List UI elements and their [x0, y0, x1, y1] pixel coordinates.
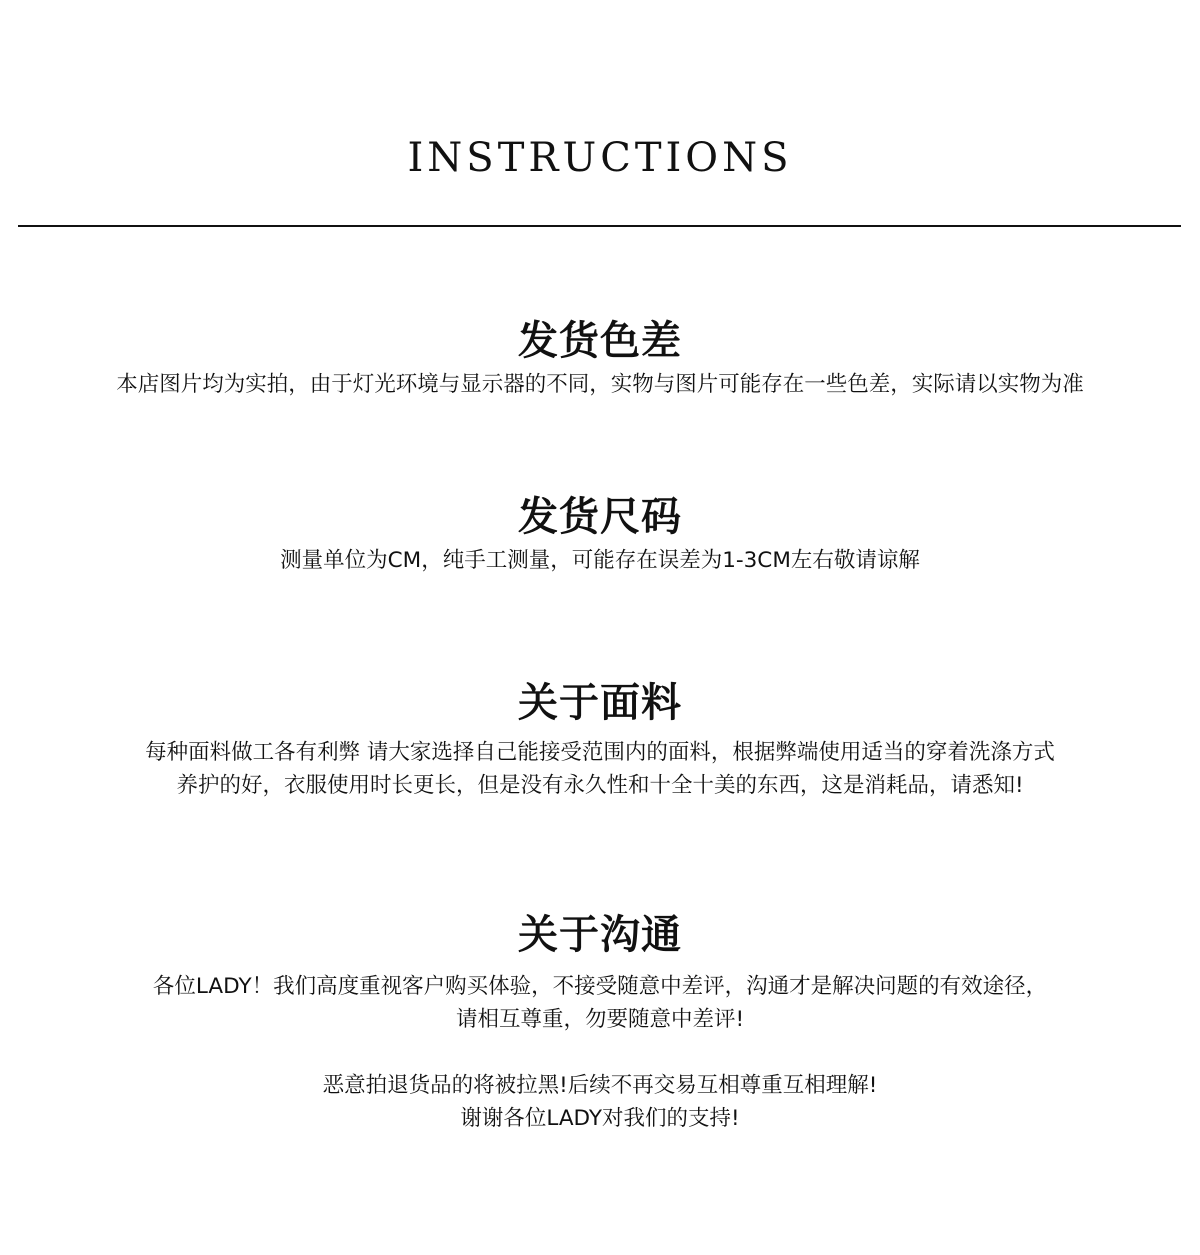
body-line: 本店图片均为实拍，由于灯光环境与显示器的不同，实物与图片可能存在一些色差，实际请以实物为准 [116, 372, 1084, 397]
paragraph-gap [0, 1036, 1200, 1069]
section-sizing [0, 492, 1200, 577]
body-line: 养护的好，衣服使用时长更长，但是没有永久性和十全十美的东西，这是消耗品，请悉知! [176, 773, 1024, 798]
body-line: 各位LADY！我们高度重视客户购买体验，不接受随意中差评，沟通才是解决问题的有效途径， [152, 974, 1048, 999]
section-body [0, 368, 1200, 401]
section-color-difference [0, 316, 1200, 401]
section-body [0, 544, 1200, 577]
section-heading: 发货尺码 [518, 494, 682, 540]
body-line: 恶意拍退货品的将被拉黑!后续不再交易互相尊重互相理解! [322, 1073, 878, 1098]
body-line: 谢谢各位LADY对我们的支持! [460, 1106, 740, 1131]
body-line: 测量单位为CM，纯手工测量，可能存在误差为1-3CM左右敬请谅解 [280, 548, 920, 573]
section-communication [0, 910, 1200, 1135]
body-line: 每种面料做工各有利弊 请大家选择自己能接受范围内的面料，根据弊端使用适当的穿着洗涤方式 [145, 740, 1055, 765]
section-body [0, 736, 1200, 802]
body-line: 请相互尊重，勿要随意中差评! [455, 1007, 745, 1032]
section-fabric [0, 678, 1200, 802]
section-heading: 关于面料 [518, 680, 682, 726]
section-body [0, 970, 1200, 1135]
section-heading: 发货色差 [518, 318, 682, 364]
header-divider [18, 225, 1181, 227]
section-heading: 关于沟通 [518, 912, 682, 958]
page-title: INSTRUCTIONS [407, 135, 793, 181]
